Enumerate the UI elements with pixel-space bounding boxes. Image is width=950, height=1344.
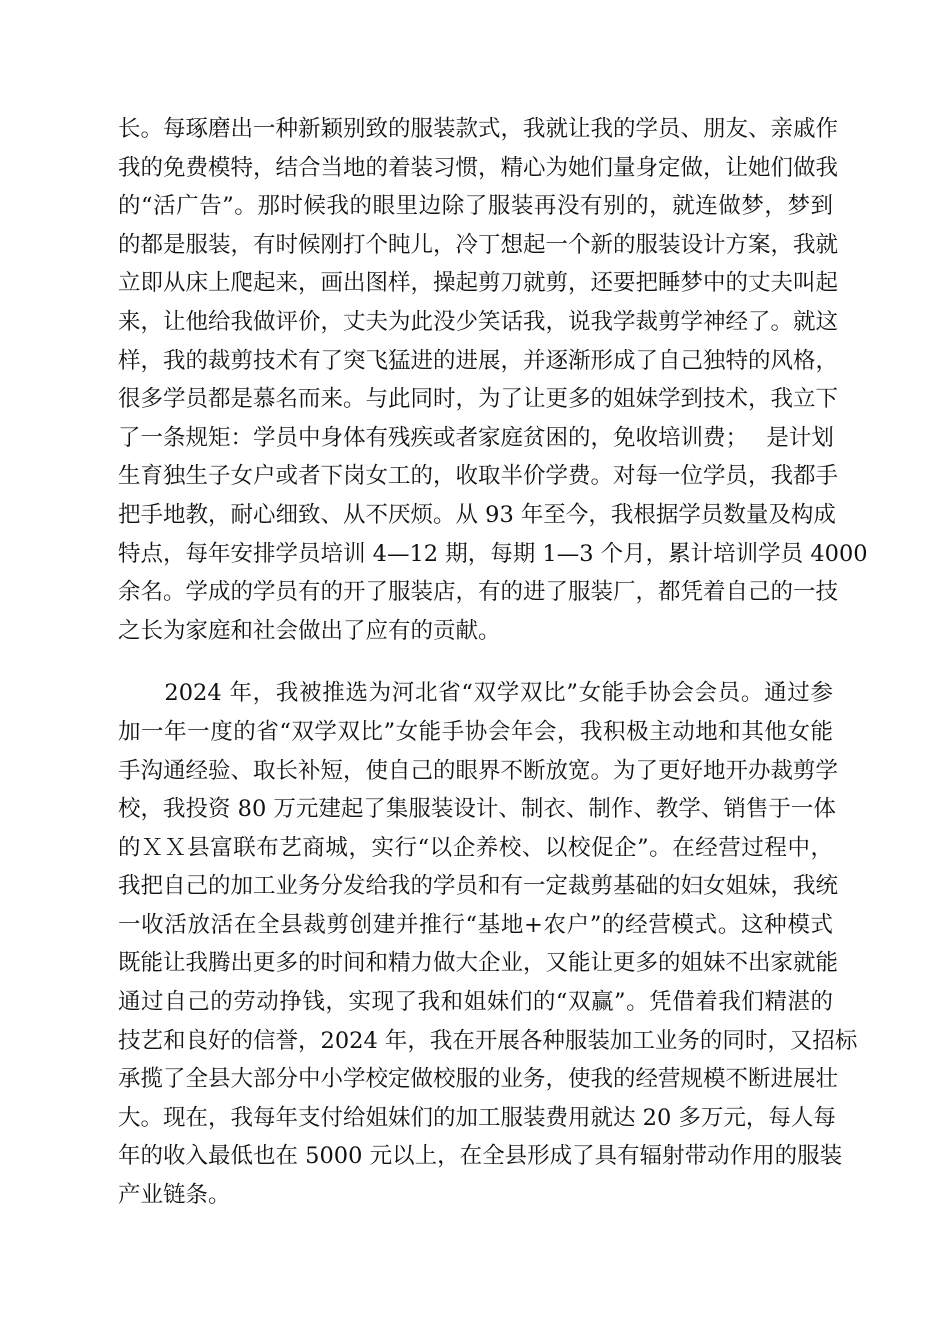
- text-line: 通过自己的劳动挣钱，实现了我和姐妹们的“双赢”。凭借着我们精湛的: [118, 989, 833, 1016]
- text-line: 产业链条。: [118, 1182, 231, 1209]
- text-line: 特点，每年安排学员培训 4—12 期，每期 1—3 个月，累计培训学员 4000: [118, 540, 868, 567]
- text-line: 很多学员都是慕名而来。与此同时，为了让更多的姐妹学到技术，我立下: [118, 386, 839, 413]
- text-line: 2024 年，我被推选为河北省“双学双比”女能手协会会员。通过参: [118, 680, 833, 707]
- text-line: 之长为家庭和社会做出了应有的贡献。: [118, 617, 501, 644]
- text-line: 样，我的裁剪技术有了突飞猛进的进展，并逐渐形成了自己独特的风格，: [118, 347, 839, 374]
- paragraph-2: [118, 674, 858, 1214]
- text-line: 余名。学成的学员有的开了服装店，有的进了服装厂，都凭着自己的一技: [118, 579, 839, 606]
- text-line: 加一年一度的省“双学双比”女能手协会年会，我积极主动地和其他女能: [118, 718, 833, 745]
- text-line: 一收活放活在全县裁剪创建并推行“基地+农户”的经营模式。这种模式: [118, 911, 833, 938]
- text-line: 的都是服装，有时候刚打个盹儿，冷丁想起一个新的服装设计方案，我就: [118, 231, 839, 258]
- text-line: 了一条规矩：学员中身体有残疾或者家庭贫困的，免收培训费； 是计划: [118, 424, 834, 451]
- text-line: 长。每琢磨出一种新颖别致的服装款式，我就让我的学员、朋友、亲戚作: [118, 116, 839, 142]
- text-line: 来，让他给我做评价，丈夫为此没少笑话我，说我学裁剪学神经了。就这: [118, 308, 839, 335]
- text-line: 我把自己的加工业务分发给我的学员和有一定裁剪基础的妇女姐妹，我统: [118, 873, 839, 900]
- paragraph-1: [118, 110, 868, 650]
- text-line: 把手地教，耐心细致、从不厌烦。从 93 年至今，我根据学员数量及构成: [118, 501, 836, 528]
- document-body: [118, 110, 868, 1215]
- text-line: 的ＸＸ县富联布艺商城，实行“以企养校、以校促企”。在经营过程中，: [118, 834, 833, 861]
- text-line: 年的收入最低也在 5000 元以上，在全县形成了具有辐射带动作用的服装: [118, 1143, 843, 1170]
- text-line: 生育独生子女户或者下岗女工的，收取半价学费。对每一位学员，我都手: [118, 463, 839, 490]
- text-line: 立即从床上爬起来，画出图样，操起剪刀就剪，还要把睡梦中的丈夫叫起: [118, 270, 839, 297]
- text-line: 技艺和良好的信誉，2024 年，我在开展各种服装加工业务的同时，又招标: [118, 1027, 858, 1054]
- paragraph-spacer: [118, 650, 833, 674]
- text-line: 校，我投资 80 万元建起了集服装设计、制衣、制作、教学、销售于一体: [118, 796, 836, 823]
- text-line: 我的免费模特，结合当地的着装习惯，精心为她们量身定做，让她们做我: [118, 154, 839, 181]
- text-line: 承揽了全县大部分中小学校定做校服的业务，使我的经营规模不断进展壮: [118, 1066, 839, 1093]
- text-line: 大。现在，我每年支付给姐妹们的加工服装费用就达 20 多万元，每人每: [118, 1104, 836, 1131]
- text-line: 手沟通经验、取长补短，使自己的眼界不断放宽。为了更好地开办裁剪学: [118, 757, 839, 784]
- text-line: 既能让我腾出更多的时间和精力做大企业，又能让更多的姐妹不出家就能: [118, 950, 839, 977]
- text-line: 的“活广告”。那时候我的眼里边除了服装再没有别的，就连做梦，梦到: [118, 193, 833, 220]
